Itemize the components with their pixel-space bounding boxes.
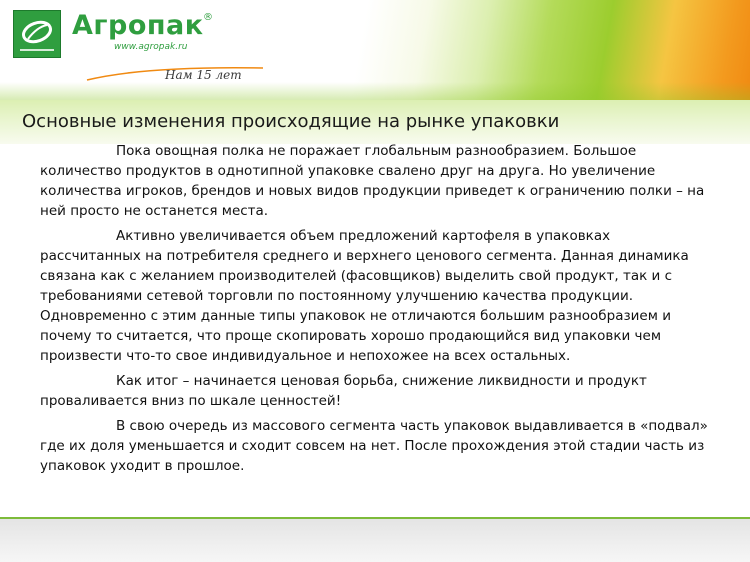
footer-band bbox=[0, 519, 750, 562]
paragraph-4: В свою очередь из массового сегмента часть упаковок выдавливается в «подвал» где их доля уменьшается и сходит совсем на нет. После прохождения этой стадии часть из упаковок уходит в прошлое. bbox=[40, 418, 708, 474]
registered-mark: ® bbox=[203, 12, 213, 23]
paragraph-2: Активно увеличивается объем предложений картофеля в упаковках рассчитанных на потребителя среднего и верхнего ценового сегмента. Данная динамика связана как с желанием производителей (фасовщиков) выделить свой продукт, так и с требованиями сетевой торговли по постоянному улучшению качества продукции. Одновременно с этим данные типы упаковок не отличаются большим разнообразием и почему то считается, что проще скопировать хорошо продающийся вид упаковки чем произвести что-то свое индивидуальное и непохожее на всех остальных. bbox=[40, 228, 689, 364]
paragraph-3: Как итог – начинается ценовая борьба, снижение ликвидности и продукт проваливается вниз по шкале ценностей! bbox=[40, 373, 647, 409]
slide-body bbox=[40, 141, 712, 481]
paragraph-1: Пока овощная полка не поражает глобальным разнообразием. Большое количество продуктов в однотипной упаковке свалено друг на друга. Но увеличение количества игроков, брендов и новых видов продукции приведет к ограничению полки – на ней просто не останется места. bbox=[40, 143, 705, 219]
website-url: www.agropak.ru bbox=[114, 42, 188, 52]
anniversary-label: Нам 15 лет bbox=[165, 68, 242, 82]
agropak-logo-icon bbox=[13, 10, 61, 58]
brand-name: Агропак bbox=[72, 10, 204, 41]
slide-title: Основные изменения происходящие на рынке упаковки bbox=[22, 111, 560, 132]
